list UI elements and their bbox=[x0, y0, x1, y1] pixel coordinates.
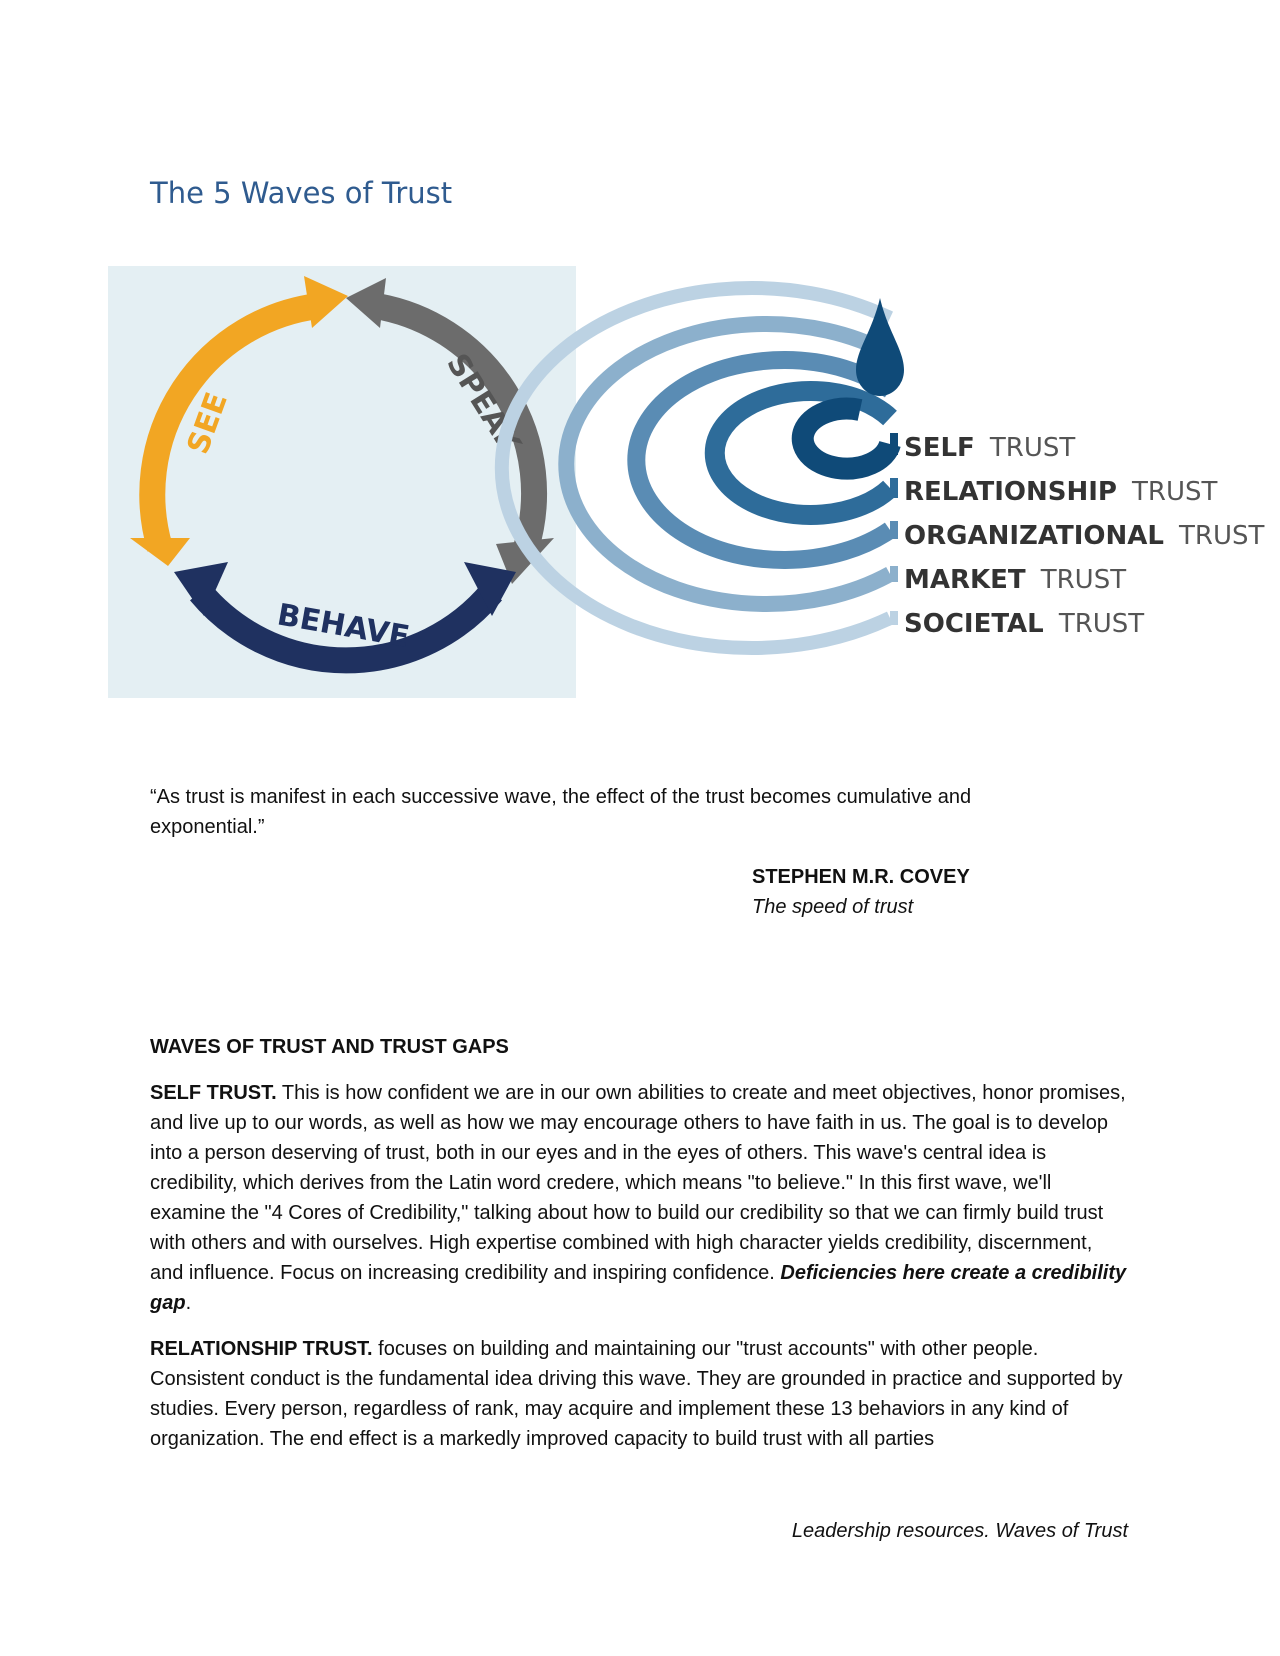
svg-text:SOCIETAL TRUST bbox=[904, 609, 1144, 639]
quote-attribution bbox=[752, 862, 970, 922]
self-trust-end: . bbox=[185, 1292, 192, 1314]
see-label: SEE bbox=[180, 387, 235, 459]
wave-label-market-bold: MARKET bbox=[904, 565, 1026, 595]
wave-label-market bbox=[904, 565, 1126, 595]
wave-label-self-bold: SELF bbox=[904, 433, 975, 463]
wave-label-societal-bold: SOCIETAL bbox=[904, 609, 1044, 639]
page-title: The 5 Waves of Trust bbox=[150, 176, 453, 210]
quote-text: “As trust is manifest in each successive wave, the effect of the trust becomes cumulative and exponential.” bbox=[150, 786, 972, 838]
wave-label-societal-light: TRUST bbox=[1058, 609, 1145, 639]
relationship-trust-lead: RELATIONSHIP TRUST. bbox=[150, 1338, 373, 1360]
wave-label-relationship-light: TRUST bbox=[1132, 477, 1218, 507]
wave-label-market-light: TRUST bbox=[1040, 565, 1127, 595]
waves-of-trust-diagram bbox=[610, 298, 1265, 658]
speak-label: SPEAK bbox=[439, 347, 528, 461]
wave-label-self bbox=[904, 433, 1075, 463]
svg-text:ORGANIZATIONAL TRUST bbox=[904, 521, 1264, 551]
self-trust-emphasis: Deficiencies here create a credibility gap bbox=[150, 1262, 1127, 1314]
svg-text:RELATIONSHIP TRUST bbox=[904, 477, 1217, 507]
page-footer: Leadership resources. Waves of Trust bbox=[791, 1520, 1128, 1542]
wave-label-organizational-bold: ORGANIZATIONAL bbox=[904, 521, 1164, 551]
wave-label-relationship-bold: RELATIONSHIP bbox=[904, 477, 1117, 507]
self-trust-text: This is how confident we are in our own abilities to create and meet objectives, honor promises, and live up to our words, as well as how we may encourage others to have faith in us. The goal is to develop into a person deserving of trust, both in our eyes and in the eyes of others. This wave's central idea is credibility, which derives from the Latin word credere, which means "to believe." In this first wave, we'll examine the "4 Cores of Credibility," talking about how to build our credibility so that we can firmly build trust with others and with ourselves. High expertise combined with high character yields credibility, discernment, and influence. Focus on increasing credibility and inspiring confidence. bbox=[150, 1082, 1126, 1284]
wave-label-self-light: TRUST bbox=[989, 433, 1076, 463]
relationship-trust-text: focuses on building and maintaining our "trust accounts" with other people. Consistent conduct is the fundamental idea driving this wave. They are grounded in practice and supported by studies. Every person, regardless of rank, may acquire and implement these 13 behaviors in any kind of organization. The end effect is a markedly improved capacity to build trust with all parties bbox=[150, 1338, 1123, 1450]
svg-text:SELF TRUST bbox=[904, 433, 1075, 463]
waves-section bbox=[150, 1032, 1130, 1470]
svg-text:MARKET TRUST bbox=[904, 565, 1126, 595]
wave-label-organizational-light: TRUST bbox=[1179, 521, 1265, 551]
self-trust-lead: SELF TRUST. bbox=[150, 1082, 277, 1104]
wave-label-relationship bbox=[904, 477, 1217, 507]
relationship-trust-paragraph bbox=[150, 1334, 1130, 1454]
quote-source: The speed of trust bbox=[752, 896, 914, 918]
section-heading: WAVES OF TRUST AND TRUST GAPS bbox=[150, 1036, 509, 1058]
wave-label-organizational bbox=[904, 521, 1264, 551]
behave-label: BEHAVE bbox=[274, 597, 413, 656]
self-trust-paragraph bbox=[150, 1078, 1130, 1318]
wave-label-societal bbox=[904, 609, 1144, 639]
quote-author: STEPHEN M.R. COVEY bbox=[752, 866, 970, 888]
